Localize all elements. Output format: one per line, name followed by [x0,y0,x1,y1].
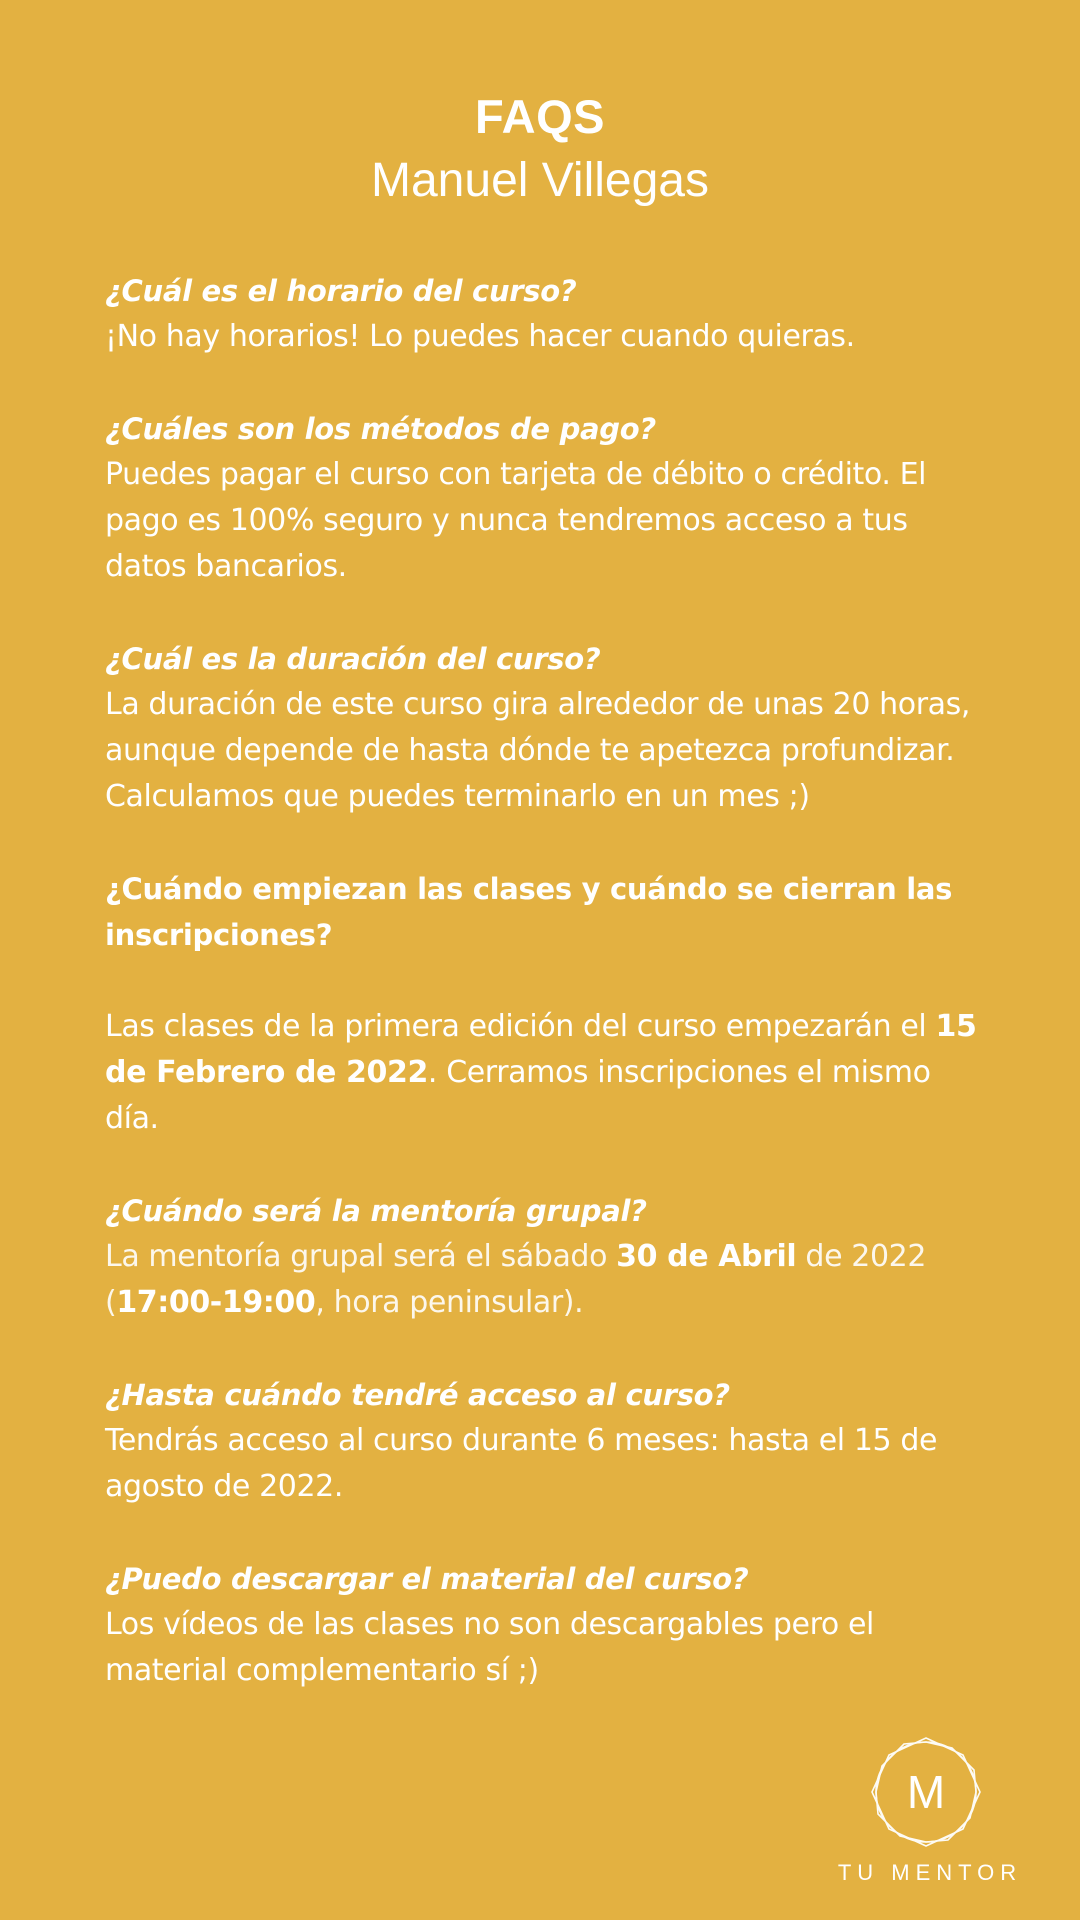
brand-name: TU MENTOR [837,1860,1023,1885]
faq-question: ¿Cuáles son los métodos de pago? [105,412,656,446]
faq-question: ¿Hasta cuándo tendré acceso al curso? [105,1378,730,1412]
faq-answer: La duración de este curso gira alrededor de unas 20 horas, aunque depende de hasta dónde te apetezca profundizar. Calculamos que puedes terminarlo en un mes ;) [105,687,971,814]
faq-answer [105,1004,985,1142]
faq-item-duration [105,636,985,820]
faq-item-access [105,1372,985,1510]
faq-answer-text: de 2022 ( [105,1239,927,1320]
page-title: FAQS [475,90,605,143]
faq-answer: Tendrás acceso al curso durante 6 meses: hasta el 15 de agosto de 2022. [105,1423,938,1504]
faq-answer [105,1234,985,1326]
faq-answer-date: 15 de Febrero de 2022 [105,1009,977,1090]
faq-answer: ¡No hay horarios! Lo puedes hacer cuando quieras. [105,319,855,354]
faq-question: ¿Cuándo empiezan las clases y cuándo se cierran las inscripciones? [105,872,953,952]
faq-answer-date: 30 de Abril [616,1239,797,1274]
faq-answer: Los vídeos de las clases no son descargables pero el material complementario sí ;) [105,1607,874,1688]
logo-letter: M [906,1766,946,1818]
faq-answer-text: . Cerramos inscripciones el mismo día. [105,1055,931,1136]
faq-answer-text: , hora peninsular). [315,1285,584,1320]
faq-question: ¿Cuál es el horario del curso? [105,274,577,308]
faq-answer-time: 17:00-19:00 [116,1285,316,1320]
faq-item-start-date [105,866,985,1142]
page-subtitle: Manuel Villegas [371,154,709,207]
faq-question: ¿Puedo descargar el material del curso? [105,1562,749,1596]
faq-answer: Puedes pagar el curso con tarjeta de débito o crédito. El pago es 100% seguro y nunca tendremos acceso a tus datos bancarios. [105,457,927,584]
faq-list [105,268,985,1740]
faq-item-download [105,1556,985,1694]
faq-answer-text: La mentoría grupal será el sábado [105,1239,617,1274]
faq-item-schedule [105,268,985,360]
faq-spacer [105,958,985,1004]
tu-mentor-logo [832,1736,1028,1896]
faq-item-mentoring [105,1188,985,1326]
faq-question: ¿Cuál es la duración del curso? [105,642,601,676]
faq-question: ¿Cuándo será la mentoría grupal? [105,1194,647,1228]
page-header [0,86,1080,214]
faq-item-payment [105,406,985,590]
faq-answer-text: Las clases de la primera edición del curso empezarán el [105,1009,936,1044]
